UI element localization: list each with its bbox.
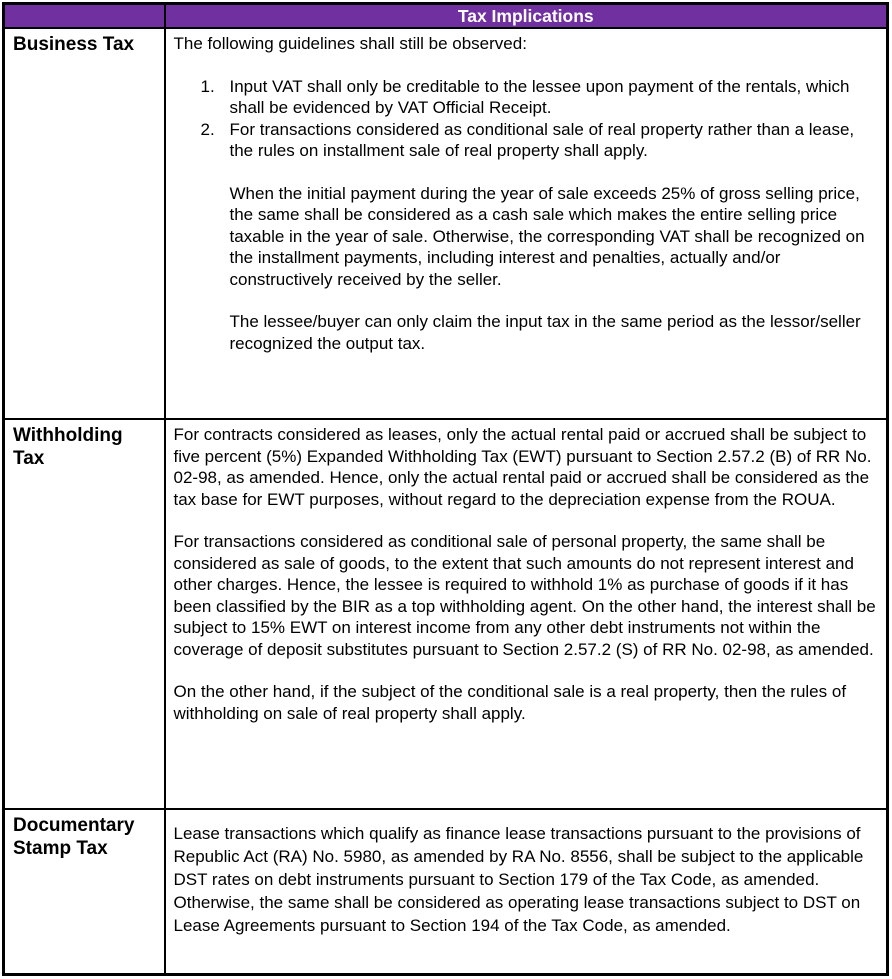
paragraph: For contracts considered as leases, only the actual rental paid or accrued shall be subject to five percent (5%) Expanded Withholding Tax (EWT) pursuant to Section 2.57.2 (B) of RR No. 02-98, as amended. Hence, only the actual rental paid or accrued shall be considered as the tax base for EWT purposes, without regard to the depreciation expense from the ROUA.: [173, 425, 872, 509]
table-row-withholding-tax: [4, 419, 888, 809]
row-content-business-tax: [165, 28, 888, 419]
list-item-1-number: 1.: [200, 76, 215, 96]
table-row-business-tax: [4, 28, 888, 419]
paragraph: On the other hand, if the subject of the conditional sale is a real property, then the rules of withholding on sale of real property shall apply.: [173, 682, 847, 723]
paragraph: Input VAT shall only be creditable to the lessee upon payment of the rentals, which shall be evidenced by VAT Official Receipt.: [229, 76, 850, 117]
paragraph: For transactions considered as conditional sale of real property rather than a lease, the rules on installment sale of real property shall apply.: [229, 119, 855, 160]
row-label-documentary-stamp-tax: Documentary Stamp Tax: [4, 809, 165, 975]
table-title: Tax Implications: [165, 4, 888, 29]
business-tax-intro: The following guidelines shall still be observed:: [173, 34, 527, 53]
row-content-documentary-stamp-tax: [165, 809, 888, 975]
paragraph: For transactions considered as conditional sale of personal property, the same shall be considered as sale of goods, to the extent that such amounts do not represent interest and other charges. Hence, the lessee is required to withhold 1% as purchase of goods if it has been classified by the BIR as a top withholding agent. On the other hand, the interest shall be subject to 15% EWT on interest income from any other debt instruments not within the coverage of deposit substitutes pursuant to Section 2.57.2 (S) of RR No. 02-98, as amended.: [173, 532, 876, 659]
tax-implications-table: [2, 2, 889, 976]
list-item-2-number: 2.: [200, 119, 215, 139]
list-item-1: [201, 76, 878, 119]
list-item-2: [201, 119, 878, 355]
paragraph: Lease transactions which qualify as finance lease transactions pursuant to the provisions of Republic Act (RA) No. 5980, as amended by RA No. 8556, shall be subject to the applicable DST rates on debt instruments pursuant to Section 179 of the Tax Code, as amended. Otherwise, the same shall be considered as operating lease transactions subject to DST on Lease Agreements pursuant to Section 194 of the Tax Code, as amended.: [173, 824, 864, 935]
business-tax-guidelines-list: [201, 76, 878, 355]
paragraph: When the initial payment during the year of sale exceeds 25% of gross selling price, the same shall be considered as a cash sale which makes the entire selling price taxable in the year of sale. Otherwise, the corresponding VAT shall be recognized on the installment payments, including interest and penalties, actually and/or constructively received by the seller.: [229, 183, 865, 289]
list-item-2-body: [230, 119, 878, 355]
row-content-withholding-tax: [165, 419, 888, 809]
header-corner-cell: [4, 4, 165, 29]
row-label-withholding-tax: Withholding Tax: [4, 419, 165, 809]
row-label-business-tax: Business Tax: [4, 28, 165, 419]
table-header-row: [4, 4, 888, 29]
list-item-1-body: [230, 76, 878, 119]
table-row-documentary-stamp-tax: [4, 809, 888, 975]
paragraph: The lessee/buyer can only claim the input tax in the same period as the lessor/seller recognized the output tax.: [229, 312, 861, 353]
